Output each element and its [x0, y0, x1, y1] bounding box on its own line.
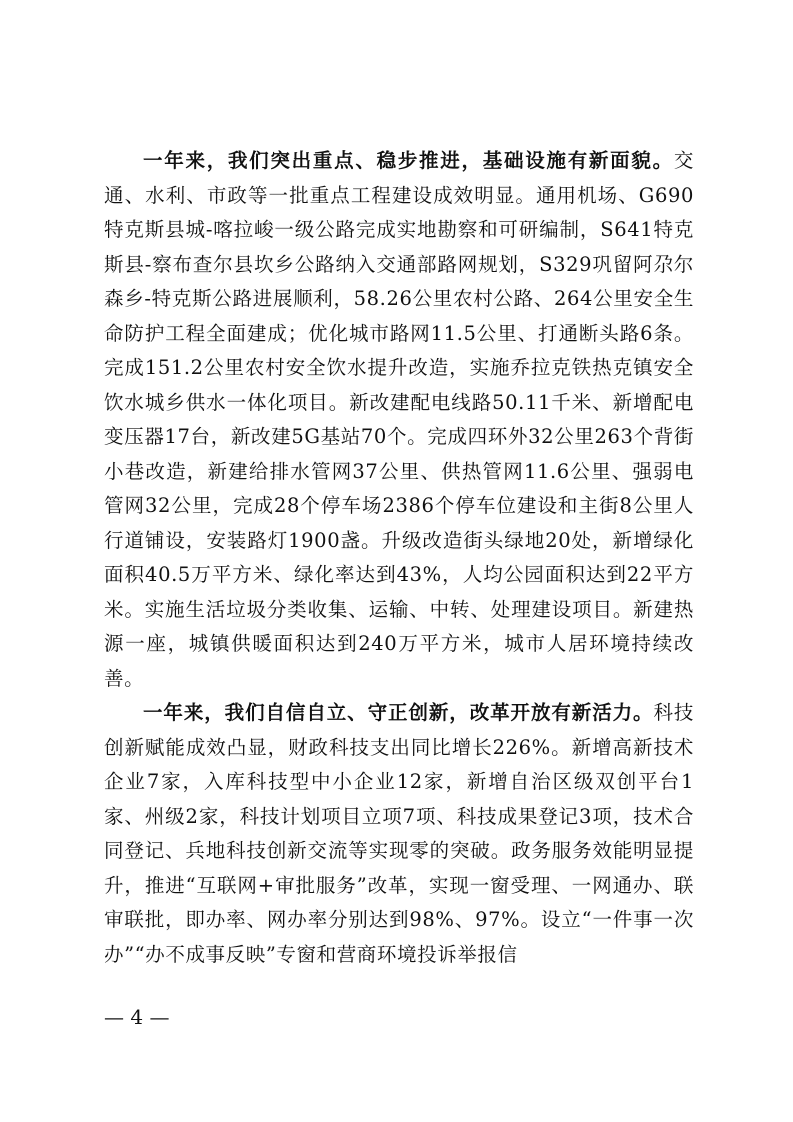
paragraph-infrastructure — [104, 144, 694, 696]
paragraph-lead: 一年来，我们突出重点、稳步推进，基础设施有新面貌。 — [143, 149, 674, 172]
paragraph-lead: 一年来，我们自信自立、守正创新，改革开放有新活力。 — [143, 701, 654, 724]
paragraph-text: 科技创新赋能成效凸显，财政科技支出同比增长226%。新增高新技术企业7家，入库科技型中小企业12家，新增自治区级双创平台1家、州级2家，科技计划项目立项7项、科技成果登记3项，技术合同登记、兵地科技创新交流等实现零的突破。政务服务效能明显提升，推进“互联网+审批服务”改革，实现一窗受理、一网通办、联审联批，即办率、网办率分别达到98%、97%。设立“一件事一次办”“办不成事反映”专窗和营商环境投诉举报信 — [104, 701, 694, 966]
page-number: — 4 — — [104, 1005, 170, 1029]
paragraph-text: 交通、水利、市政等一批重点工程建设成效明显。通用机场、G690特克斯县城-喀拉峻一级公路完成实地勘察和可研编制，S641特克斯县-察布查尔县坎乡公路纳入交通部路网规划，S329巩留阿尕尔森乡-特克斯公路进展顺利，58.26公里农村公路、264公里安全生命防护工程全面建成；优化城市路网11.5公里、打通断头路6条。完成151.2公里农村安全饮水提升改造，实施乔拉克铁热克镇安全饮水城乡供水一体化项目。新改建配电线路50.11千米、新增配电变压器17台，新改建5G基站70个。完成四环外32公里263个背街小巷改造，新建给排水管网37公里、供热管网11.6公里、强弱电管网32公里，完成28个停车场2386个停车位建设和主街8公里人行道铺设，安装路灯1900盏。升级改造街头绿地20处，新增绿化面积40.5万平方米、绿化率达到43%，人均公园面积达到22平方米。实施生活垃圾分类收集、运输、中转、处理建设项目。新建热源一座，城镇供暖面积达到240万平方米，城市人居环境持续改善。 — [104, 149, 694, 690]
document-body — [104, 144, 694, 972]
paragraph-reform — [104, 696, 694, 972]
